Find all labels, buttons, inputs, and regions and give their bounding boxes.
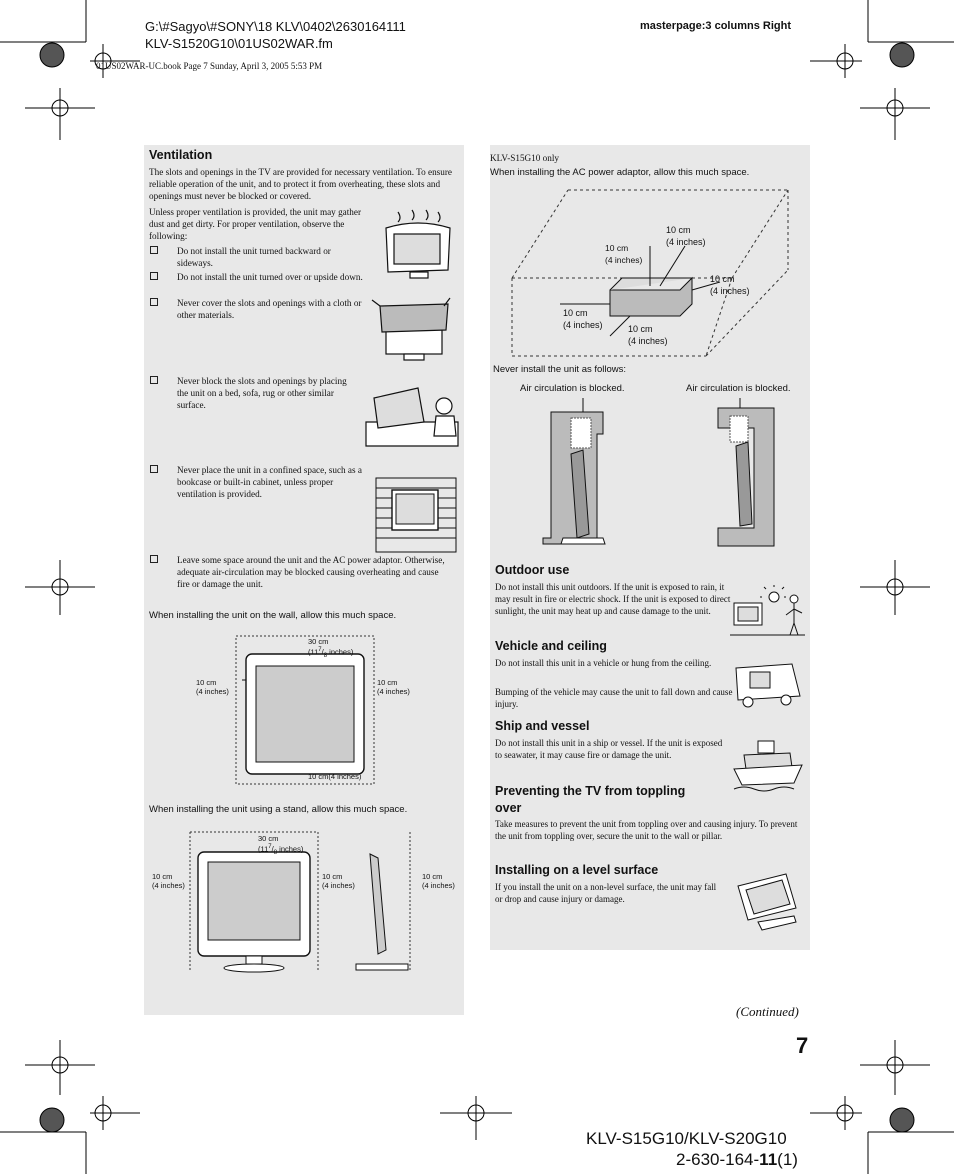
model-note: KLV-S15G10 only — [490, 153, 560, 163]
checkbox-icon — [150, 376, 158, 384]
never-install-caption: Never install the unit as follows: — [493, 364, 627, 375]
tv-bookcase-illustration — [374, 472, 459, 552]
wall-dim-right: 10 cm (4 inches) — [377, 678, 410, 696]
checkbox-icon — [150, 246, 158, 254]
vehicle-text: Do not install this unit in a vehicle or hung from the ceiling. — [495, 658, 712, 668]
part-code: 2-630-164-11(1) — [676, 1150, 798, 1169]
ventilation-unless: Unless proper ventilation is provided, the unit may gather dust and get dirty. For proper ventilation, observe the following: — [149, 207, 362, 241]
wall-dim-bottom: 10 cm(4 inches) — [308, 772, 362, 781]
stand-clearance-diagram — [190, 832, 460, 977]
adaptor-caption: When installing the AC power adaptor, allow this much space. — [490, 167, 750, 178]
file-path-line1: G:\#Sagyo\#SONY\18 KLV\0402\2630164111 — [145, 19, 406, 34]
toppling-text: Take measures to prevent the unit from toppling over and causing injury. To prevent the unit from toppling over, secure the unit to the wall or pillar. — [495, 819, 798, 841]
tv-cloth-illustration — [370, 296, 455, 366]
model-name: KLV-S15G10/KLV-S20G10 — [586, 1129, 787, 1148]
vehicle-illustration — [734, 660, 804, 710]
file-path — [145, 18, 406, 52]
wall-caption: When installing the unit on the wall, allow this much space. — [149, 610, 397, 621]
page-number: 7 — [796, 1033, 809, 1058]
air-blocked-right: Air circulation is blocked. — [686, 383, 791, 394]
level-surface-illustration — [732, 872, 802, 932]
wall-dim-top: 30 cm ($11^7/_8$ inches) — [308, 637, 354, 659]
checkbox-icon — [150, 272, 158, 280]
adaptor-dim-top-left: 10 cm (4 inches) — [605, 243, 643, 265]
adaptor-dim-left: 10 cm (4 inches) — [563, 308, 603, 330]
toppling-heading: Preventing the TV from toppling over — [495, 784, 686, 815]
stand-caption: When installing the unit using a stand, allow this much space. — [149, 804, 408, 815]
continued-label: (Continued) — [736, 1004, 799, 1019]
adaptor-dim-right: 10 cm (4 inches) — [710, 274, 750, 296]
adaptor-dim-top-right: 10 cm (4 inches) — [666, 225, 706, 247]
checkbox-icon — [150, 555, 158, 563]
book-info: 01US02WAR-UC.book Page 7 Sunday, April 3, 2005 5:53 PM — [96, 61, 323, 71]
wall-dim-left: 10 cm (4 inches) — [196, 678, 229, 696]
ventilation-heading: Ventilation — [149, 148, 213, 162]
adaptor-dim-bottom: 10 cm (4 inches) — [628, 324, 668, 346]
masterpage-label: masterpage:3 columns Right — [640, 20, 791, 32]
blocked-stand-illustration — [543, 398, 613, 548]
checkbox-icon — [150, 298, 158, 306]
ship-text: Do not install this unit in a ship or vessel. If the unit is exposed to seawater, it may cause fire or damage the unit. — [495, 738, 723, 760]
stand-dim-left: 10 cm (4 inches) — [152, 872, 185, 890]
file-path-line2: KLV-S1520G10\01US02WAR.fm — [145, 36, 333, 51]
level-text: If you install the unit on a non-level surface, the unit may fall or drop and cause injury or damage. — [495, 882, 717, 904]
outdoor-sun-illustration — [730, 585, 805, 640]
vehicle-text-2: Bumping of the vehicle may cause the unit to fall down and cause injury. — [495, 687, 733, 709]
tv-dust-illustration — [378, 208, 458, 288]
air-blocked-left: Air circulation is blocked. — [520, 383, 625, 394]
ship-illustration — [734, 737, 804, 792]
stand-dim-top: 30 cm ($11^7/_8$ inches) — [258, 834, 304, 856]
outdoor-text: Do not install this unit outdoors. If the unit is exposed to rain, it may result in fire or electric shock. If the unit is exposed to direct sunlight, the unit may heat up and cause damage to the unit. — [495, 582, 731, 616]
stand-dim-right: 10 cm (4 inches) — [422, 872, 455, 890]
checkbox-icon — [150, 465, 158, 473]
level-heading: Installing on a level surface — [495, 863, 659, 877]
blocked-wall-illustration — [718, 398, 778, 548]
outdoor-heading: Outdoor use — [495, 563, 570, 577]
stand-dim-center: 10 cm (4 inches) — [322, 872, 355, 890]
ventilation-intro: The slots and openings in the TV are provided for necessary ventilation. To ensure reliable operation of the unit, and to protect it from overheating, these slots and openings must never be blocked or covered. — [149, 167, 452, 201]
vehicle-heading: Vehicle and ceiling — [495, 639, 607, 653]
ship-heading: Ship and vessel — [495, 719, 590, 733]
tv-sofa-illustration — [362, 376, 462, 451]
